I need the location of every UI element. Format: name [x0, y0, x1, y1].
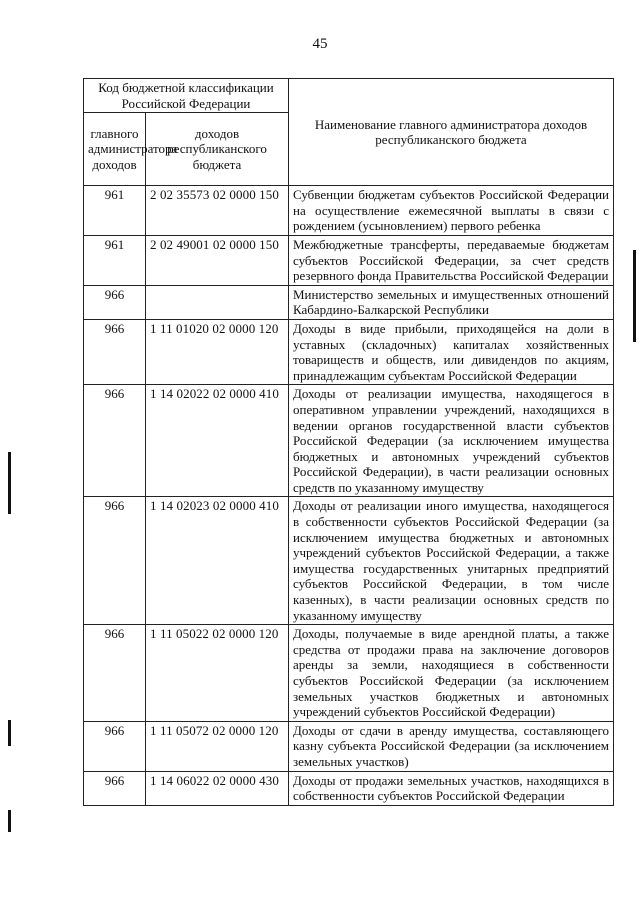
scan-edge-mark: [8, 810, 11, 832]
table-row: [84, 721, 614, 771]
admin-code: 966: [84, 319, 146, 384]
income-code: 2 02 49001 02 0000 150: [146, 235, 289, 285]
income-code: 1 14 06022 02 0000 430: [146, 771, 289, 805]
income-name: Межбюджетные трансферты, передаваемые бюджетам субъектов Российской Федерации, за счет средств резервного фонда Правительства Российской Федерации: [289, 235, 614, 285]
income-name: Доходы от сдачи в аренду имущества, составляющего казну субъекта Российской Федерации (за исключением земельных участков): [289, 721, 614, 771]
income-name: Министерство земельных и имущественных отношений Кабардино-Балкарской Республики: [289, 285, 614, 319]
income-code: 1 11 05022 02 0000 120: [146, 625, 289, 722]
income-code: [146, 285, 289, 319]
table-row: [84, 385, 614, 497]
income-code: 1 14 02022 02 0000 410: [146, 385, 289, 497]
table-row: [84, 497, 614, 625]
admin-code: 961: [84, 235, 146, 285]
income-name: Доходы в виде прибыли, приходящейся на доли в уставных (складочных) капиталах хозяйственных товариществ и обществ, или дивидендов по акциям, принадлежащим субъектам Российской Федерации: [289, 319, 614, 384]
table-header-row: [84, 79, 614, 113]
scan-edge-mark: [8, 720, 11, 746]
admin-code: 961: [84, 186, 146, 236]
header-admin-column: главного администратора доходов: [84, 113, 146, 186]
admin-code: 966: [84, 385, 146, 497]
income-code: 1 11 05072 02 0000 120: [146, 721, 289, 771]
admin-code: 966: [84, 721, 146, 771]
admin-code: 966: [84, 771, 146, 805]
income-code: 1 14 02023 02 0000 410: [146, 497, 289, 625]
table-row: [84, 771, 614, 805]
income-name: Доходы от продажи земельных участков, находящихся в собственности субъектов Российской Федерации: [289, 771, 614, 805]
income-code: 2 02 35573 02 0000 150: [146, 186, 289, 236]
header-group-label: Код бюджетной классификации Российской Федерации: [84, 79, 289, 113]
header-name-column: Наименование главного администратора доходов республиканского бюджета: [289, 79, 614, 186]
scan-edge-mark: [8, 452, 11, 514]
admin-code: 966: [84, 285, 146, 319]
page-number: 45: [312, 36, 328, 52]
table-row: [84, 625, 614, 722]
table-row: [84, 235, 614, 285]
budget-classification-table: [83, 78, 614, 806]
table-row: [84, 285, 614, 319]
header-income-column: доходов республиканского бюджета: [146, 113, 289, 186]
income-name: Субвенции бюджетам субъектов Российской Федерации на осуществление ежемесячной выплаты в связи с рождением (усыновлением) первого ребенка: [289, 186, 614, 236]
table-row: [84, 186, 614, 236]
admin-code: 966: [84, 497, 146, 625]
income-code: 1 11 01020 02 0000 120: [146, 319, 289, 384]
admin-code: 966: [84, 625, 146, 722]
income-name: Доходы от реализации иного имущества, находящегося в собственности субъектов Российской Федерации (за исключением имущества бюджетных и автономных учреждений субъектов Российской Федерации, а также имущества государственных унитарных предприятий субъектов Российской Федерации, в том числе казенных), в части реализации основных средств по указанному имуществу: [289, 497, 614, 625]
table-row: [84, 319, 614, 384]
scan-edge-mark: [633, 250, 636, 342]
income-name: Доходы, получаемые в виде арендной платы, а также средства от продажи права на заключение договоров аренды за земли, находящиеся в собственности субъектов Российской Федерации (за исключением земельных участков бюджетных и автономных учреждений субъектов Российской Федерации): [289, 625, 614, 722]
income-name: Доходы от реализации имущества, находящегося в оперативном управлении учреждений, находящихся в ведении органов государственной власти субъектов Российской Федерации (за исключением имущества бюджетных и автономных учреждений субъектов Российской Федерации), в части реализации основных средств по указанному имуществу: [289, 385, 614, 497]
